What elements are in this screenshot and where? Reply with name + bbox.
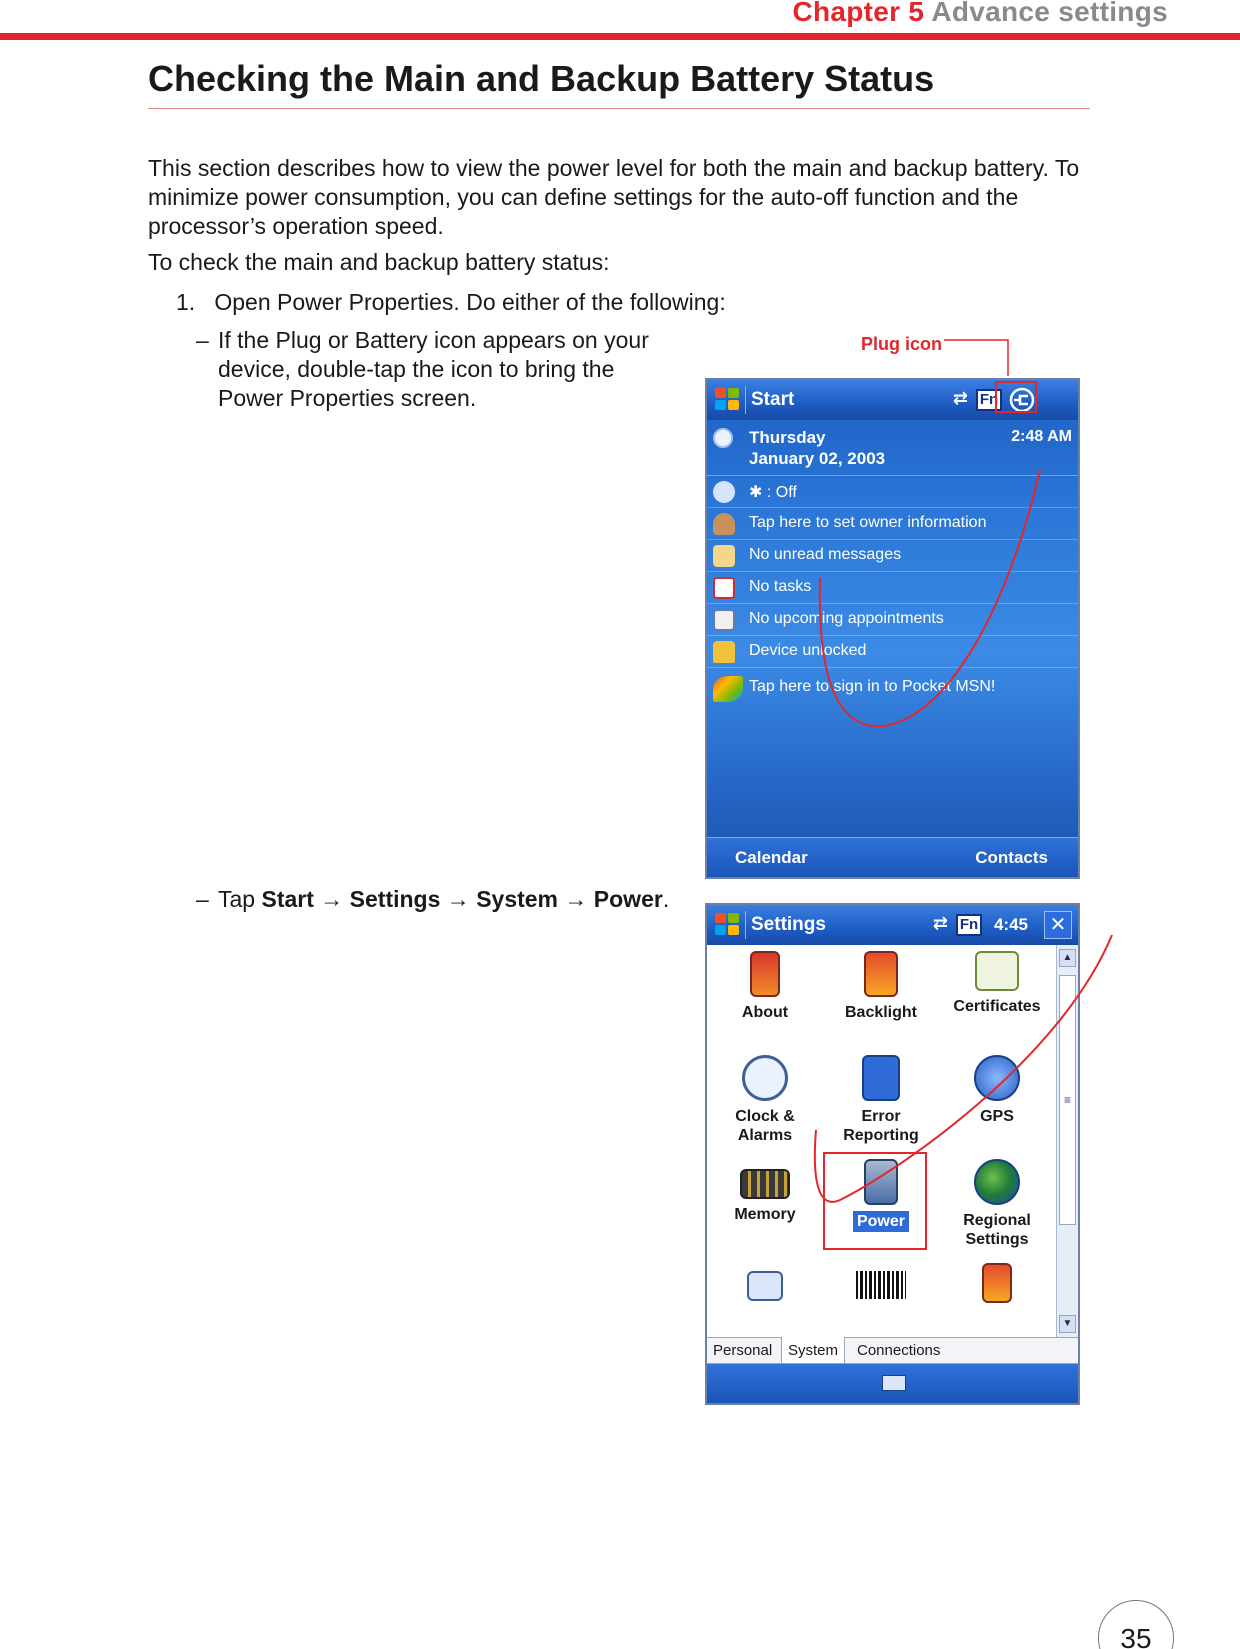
- error-warning-icon: [862, 1055, 900, 1101]
- today-item-label: Device unlocked: [749, 642, 867, 659]
- gps-globe-icon: [974, 1055, 1020, 1101]
- settings-item-regional[interactable]: [939, 1159, 1055, 1249]
- msn-butterfly-icon: [713, 676, 743, 702]
- date-day: Thursday: [749, 428, 826, 447]
- step-text: Open Power Properties. Do either of the following:: [214, 289, 726, 315]
- today-item-label: Tap here to sign in to Pocket MSN!: [749, 678, 996, 695]
- settings-item-label: About: [741, 1004, 789, 1021]
- owner-icon: [713, 513, 735, 535]
- settings-item-gps[interactable]: [939, 1055, 1055, 1126]
- memory-chip-icon: [740, 1169, 790, 1199]
- arrow: →: [446, 886, 470, 912]
- power-highlight-box: [823, 1152, 927, 1250]
- today-item-label: No unread messages: [749, 546, 902, 563]
- wireless-icon: [713, 481, 735, 503]
- bullet1-text: If the Plug or Battery icon appears on your device, double-tap the icon to bring the Power Properties screen.: [218, 327, 649, 411]
- screen-stylus-icon: [982, 1263, 1012, 1303]
- fn-key-icon[interactable]: Fn: [976, 389, 1002, 411]
- today-item-msn[interactable]: [707, 668, 1078, 708]
- close-button[interactable]: ✕: [1044, 911, 1072, 939]
- today-softkey-bar: [707, 837, 1078, 877]
- settings-title: Settings: [751, 914, 826, 935]
- settings-item-partial-2[interactable]: [823, 1263, 939, 1299]
- settings-item-label: Clock & Alarms: [735, 1108, 795, 1144]
- regional-globe-icon: [974, 1159, 1020, 1205]
- clock-alarm-icon: [742, 1055, 788, 1101]
- settings-item-error-reporting[interactable]: [823, 1055, 939, 1145]
- chapter-header: [792, 0, 1168, 28]
- path-system: System: [476, 886, 559, 912]
- arrow: →: [320, 886, 344, 912]
- today-item-lock[interactable]: [707, 636, 1078, 668]
- barcode-scanner-icon: [856, 1271, 906, 1299]
- softkey-contacts[interactable]: Contacts: [975, 848, 1048, 867]
- windows-flag-icon[interactable]: [715, 388, 741, 412]
- today-title: Start: [751, 389, 795, 410]
- settings-item-label: Error Reporting: [843, 1108, 919, 1144]
- arrow: →: [564, 886, 588, 912]
- settings-item-label: GPS: [980, 1108, 1014, 1125]
- settings-titlebar: [707, 905, 1078, 945]
- scroll-down-arrow[interactable]: ▼: [1059, 1315, 1076, 1333]
- windows-flag-icon[interactable]: [715, 913, 741, 937]
- header-rule: [0, 33, 1240, 40]
- keyboard-icon[interactable]: [882, 1375, 906, 1391]
- step-number: 1.: [176, 289, 196, 315]
- envelope-icon: [713, 545, 735, 567]
- date-time: 2:48 AM: [1011, 428, 1072, 445]
- backlight-icon: [864, 951, 898, 997]
- today-item-messages[interactable]: [707, 540, 1078, 572]
- today-item-label: ✱ : Off: [749, 484, 797, 501]
- tab-connections[interactable]: Connections: [857, 1342, 941, 1359]
- settings-item-label: Memory: [734, 1206, 796, 1223]
- plug-icon-callout: Plug icon: [861, 334, 942, 354]
- settings-item-partial-3[interactable]: [939, 1263, 1055, 1303]
- settings-item-label: Backlight: [844, 1004, 917, 1021]
- vertical-scrollbar[interactable]: [1056, 945, 1078, 1337]
- tab-personal[interactable]: Personal: [713, 1342, 773, 1359]
- settings-item-certificates[interactable]: [939, 951, 1055, 1016]
- input-panel-bar: [707, 1363, 1078, 1403]
- softkey-calendar[interactable]: Calendar: [735, 848, 808, 867]
- calendar-icon: [713, 609, 735, 631]
- page-title: Checking the Main and Backup Battery Status: [148, 58, 935, 99]
- check-intro: To check the main and backup battery status:: [148, 249, 610, 275]
- fn-key-icon[interactable]: Fn: [956, 914, 982, 936]
- tasks-icon: [713, 577, 735, 599]
- sync-icon[interactable]: ⇄: [932, 913, 948, 933]
- today-item-appointments[interactable]: [707, 604, 1078, 636]
- sync-icon[interactable]: ⇄: [952, 388, 968, 408]
- plug-icon[interactable]: [1008, 387, 1036, 419]
- path-start: Start: [261, 886, 314, 912]
- path-power: Power: [593, 886, 663, 912]
- programs-icon: [747, 1271, 783, 1301]
- callout-leader-line: [944, 340, 1008, 376]
- settings-item-about[interactable]: [707, 951, 823, 1022]
- bullet-dash: –: [196, 886, 209, 912]
- today-item-tasks[interactable]: [707, 572, 1078, 604]
- bullet-start-menu: [196, 885, 678, 914]
- bullet-plug-icon: [196, 326, 678, 413]
- settings-item-memory[interactable]: [707, 1159, 823, 1224]
- page-number: 35: [1098, 1600, 1174, 1649]
- settings-time[interactable]: 4:45: [993, 915, 1028, 934]
- section-label: Advance settings: [931, 0, 1168, 27]
- settings-item-label: Certificates: [953, 998, 1041, 1015]
- period: .: [662, 886, 670, 912]
- settings-item-label: Power: [853, 1211, 909, 1232]
- today-item-owner[interactable]: [707, 508, 1078, 540]
- scroll-thumb[interactable]: ≡: [1059, 975, 1076, 1225]
- bullet-dash: –: [196, 327, 209, 353]
- today-titlebar: [707, 380, 1078, 420]
- today-item-label: Tap here to set owner information: [749, 514, 987, 531]
- date-row[interactable]: [707, 422, 1078, 476]
- settings-item-label: Regional Settings: [963, 1212, 1031, 1248]
- settings-item-partial-1[interactable]: [707, 1263, 823, 1301]
- scroll-up-arrow[interactable]: ▲: [1059, 949, 1076, 967]
- tab-system[interactable]: System: [781, 1337, 845, 1368]
- path-settings: Settings: [349, 886, 441, 912]
- today-item-label: No tasks: [749, 578, 812, 595]
- settings-item-clock[interactable]: [707, 1055, 823, 1145]
- about-icon: [750, 951, 780, 997]
- titlebar-separator: [745, 911, 746, 939]
- title-rule: [148, 108, 1090, 109]
- step-1: [176, 288, 726, 317]
- unlock-icon: [713, 641, 735, 663]
- certificate-icon: [975, 951, 1019, 991]
- today-item-label: No upcoming appointments: [749, 610, 944, 627]
- date-full: January 02, 2003: [749, 449, 886, 468]
- chapter-label: Chapter 5: [792, 0, 925, 27]
- titlebar-separator: [745, 386, 746, 414]
- today-item-bluetooth[interactable]: [707, 476, 1078, 508]
- intro-paragraph: This section describes how to view the power level for both the main and backup battery. To minimize power consumption, you can define settings for the auto-off function and the processor’s operation speed.: [148, 155, 1080, 239]
- bullet2-prefix: Tap: [218, 886, 262, 912]
- clock-icon: [713, 428, 733, 448]
- today-screen-screenshot: [705, 378, 1080, 879]
- settings-item-backlight[interactable]: [823, 951, 939, 1022]
